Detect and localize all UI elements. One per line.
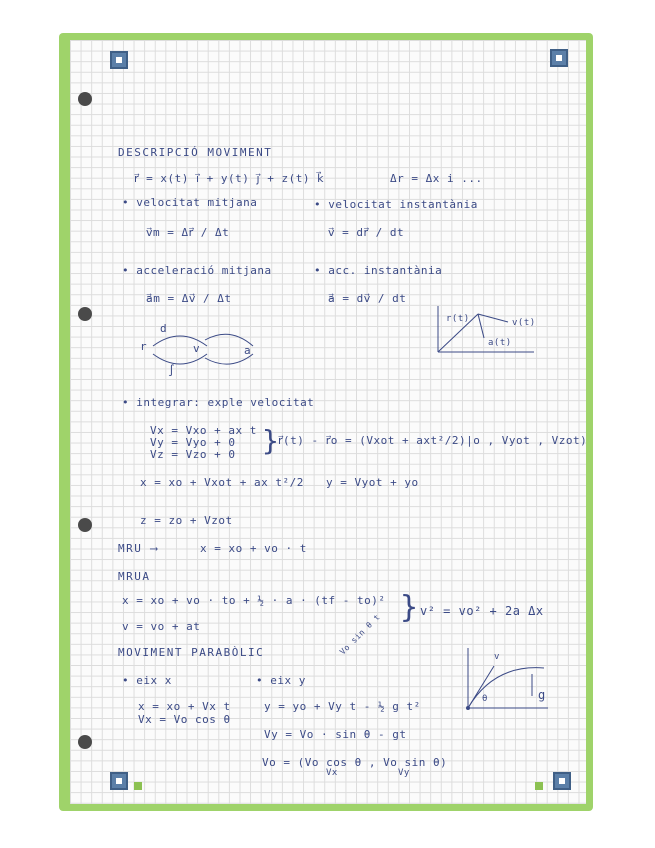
inst-velocity-formula: v⃗ = dr⃗ / dt <box>328 226 405 239</box>
avg-velocity-formula: v⃗m = Δr⃗ / Δt <box>146 226 230 239</box>
axis-x-label: • eix x <box>122 674 172 687</box>
x-eq: x = xo + Vxot + ax t²/2 <box>140 476 304 489</box>
corner-marker <box>553 772 571 790</box>
pvy-eq: Vy = Vo · sin θ - gt <box>264 728 407 741</box>
binder-hole <box>78 92 92 106</box>
corner-marker <box>110 772 128 790</box>
cycle-v: v <box>193 342 201 355</box>
px-eq: x = xo + Vx t <box>138 700 231 713</box>
cycle-r: r <box>140 340 148 353</box>
binder-hole <box>78 307 92 321</box>
parabola-v-label: v <box>494 652 500 662</box>
integrate-label: • integrar: exple velocitat <box>122 396 315 409</box>
corner-dot <box>535 782 543 790</box>
inst-accel-label: • acc. instantània <box>314 264 443 277</box>
cycle-a: a <box>244 344 252 357</box>
vo-sub-y: Vy <box>398 768 410 778</box>
py-eq: y = yo + Vy t - ½ g t² <box>264 700 421 713</box>
graph-a-label: a(t) <box>488 338 512 348</box>
parabola-sketch <box>452 644 552 714</box>
parabolic-label: MOVIMENT PARABÒLIC <box>118 646 265 659</box>
binder-hole <box>78 518 92 532</box>
corner-dot <box>134 782 142 790</box>
diagonal-note: Vo sin θ t <box>338 612 382 657</box>
vo-eq: Vo = (Vo cos θ , Vo sin θ) <box>262 756 448 769</box>
inst-velocity-label: • velocitat instantània <box>314 198 478 211</box>
z-eq: z = zo + Vzot <box>140 514 233 527</box>
inst-accel-formula: a⃗ = dv⃗ / dt <box>328 292 407 305</box>
integral-result: r⃗(t) - r⃗o = (Vxot + axt²/2)|o , Vyot , Vzot) <box>278 434 588 447</box>
rva-graph <box>434 300 554 360</box>
mrua-x-eq: x = xo + vo · to + ½ · a · (tf - to)² <box>122 594 386 607</box>
parabola-theta-label: θ <box>482 694 488 704</box>
y-eq: y = Vyot + yo <box>326 476 419 489</box>
mrua-v-eq: v = vo + at <box>122 620 201 633</box>
cycle-i: ∫ <box>168 364 176 377</box>
mrua-label: MRUA <box>118 570 151 583</box>
corner-marker <box>550 49 568 67</box>
vx-eq: Vx = Vxo + ax t <box>150 424 257 437</box>
vz-eq: Vz = Vzo + 0 <box>150 448 236 461</box>
avg-accel-label: • acceleració mitjana <box>122 264 272 277</box>
heading: DESCRIPCIÓ MOVIMENT <box>118 146 273 159</box>
brace: } <box>400 590 419 625</box>
avg-accel-formula: a⃗m = Δv⃗ / Δt <box>146 292 232 305</box>
mru-eq: x = xo + vo · t <box>200 542 307 555</box>
position-vector: r⃗ = x(t) i⃗ + y(t) j⃗ + z(t) k⃗ <box>134 172 324 185</box>
cycle-d: d <box>160 322 168 335</box>
vy-eq: Vy = Vyo + 0 <box>150 436 236 449</box>
vo-sub-x: Vx <box>326 768 338 778</box>
parabola-g-label: g <box>538 688 546 702</box>
axis-y-label: • eix y <box>256 674 306 687</box>
displacement: Δr = Δx i ... <box>390 172 483 185</box>
graph-r-label: r(t) <box>446 314 470 324</box>
binder-hole <box>78 735 92 749</box>
avg-velocity-label: • velocitat mitjana <box>122 196 258 209</box>
mrua-v2-eq: v² = vo² + 2a Δx <box>420 604 544 618</box>
mru-label: MRU ⟶ <box>118 542 159 555</box>
graph-v-label: v(t) <box>512 318 536 328</box>
brace: } <box>262 424 280 457</box>
corner-marker <box>110 51 128 69</box>
pvx-eq: Vx = Vo cos θ <box>138 713 231 726</box>
